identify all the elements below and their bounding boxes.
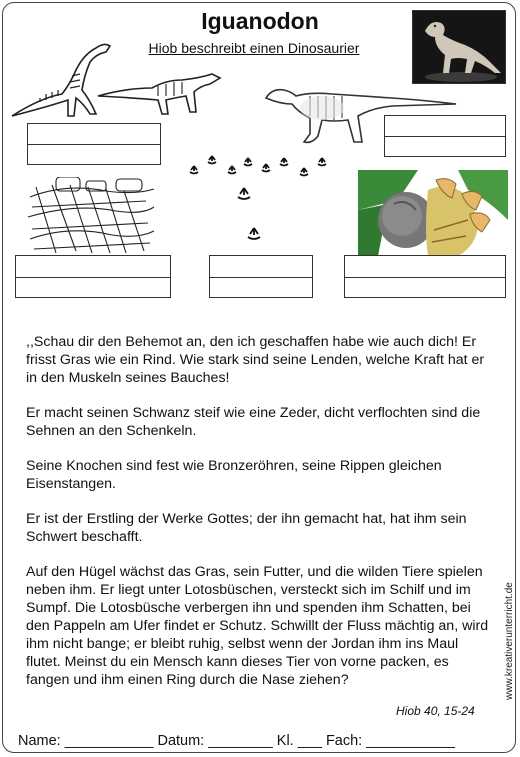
answer-line[interactable] — [345, 256, 505, 277]
iguanodon-photo — [412, 10, 506, 84]
answer-box-bottom-center[interactable] — [209, 255, 313, 298]
footprints-trail — [186, 148, 346, 248]
page-subtitle: Hiob beschreibt einen Dinosaurier — [148, 40, 360, 56]
answer-box-bottom-right[interactable] — [344, 255, 506, 298]
website-credit: www.kreativerunterricht.de — [504, 582, 515, 700]
bible-reference: Hiob 40, 15-24 — [396, 704, 475, 718]
answer-line[interactable] — [385, 116, 505, 136]
bible-passage — [26, 333, 496, 689]
student-info-line[interactable]: Name: ___________ Datum: ________ Kl. ___ Fach: ___________ — [18, 733, 455, 749]
answer-line[interactable] — [210, 256, 312, 277]
answer-box-top-right[interactable] — [384, 115, 506, 157]
dinosaur-skeleton-center — [96, 66, 226, 116]
passage-paragraph: Er macht seinen Schwanz steif wie eine Zeder, dicht verflochten sind die Sehnen an den Schenkeln. — [26, 405, 481, 439]
answer-line[interactable] — [345, 277, 505, 298]
answer-line[interactable] — [16, 277, 170, 298]
answer-box-top-left[interactable] — [27, 123, 161, 165]
answer-line[interactable] — [385, 136, 505, 156]
dinosaur-bones-sketch — [26, 177, 156, 257]
answer-line[interactable] — [210, 277, 312, 298]
page-title: Iguanodon — [201, 8, 319, 34]
answer-line[interactable] — [16, 256, 170, 277]
passage-paragraph: Seine Knochen sind fest wie Bronzeröhren, seine Rippen gleichen Eisenstangen. — [26, 458, 442, 492]
passage-paragraph: ,,Schau dir den Behemot an, den ich geschaffen habe wie auch dich! Er frisst Gras wie ein Rind. Wie stark sind seine Lenden, welche Kraft hat er in den Muskeln seines Bauches! — [26, 334, 485, 386]
passage-paragraph: Auf den Hügel wächst das Gras, sein Futter, und die wilden Tiere spielen neben ihm. Er liegt unter Lotosbüschen, versteckt sich im Schilf und im Sumpf. Die Lotosbüsche verbergen ihn und spenden ihm Schatten, bei den Pappeln am Ufer findet er Schutz. Schwillt der Fluss mächtig an, wird ihm nicht bange; er bleibt ruhig, selbst wenn der Jordan ihm ins Maul flutet. Meinst du ein Mensch kann dieses Tier von vorne packen, es fangen und ihm einen Ring durch die Nase ziehen? — [26, 564, 489, 688]
answer-box-bottom-left[interactable] — [15, 255, 171, 298]
answer-line[interactable] — [28, 124, 160, 144]
passage-paragraph: Er ist der Erstling der Werke Gottes; der ihn gemacht hat, hat ihm sein Schwert beschafft. — [26, 511, 467, 545]
iguanodon-thumb-illustration — [358, 170, 508, 256]
answer-line[interactable] — [28, 144, 160, 164]
